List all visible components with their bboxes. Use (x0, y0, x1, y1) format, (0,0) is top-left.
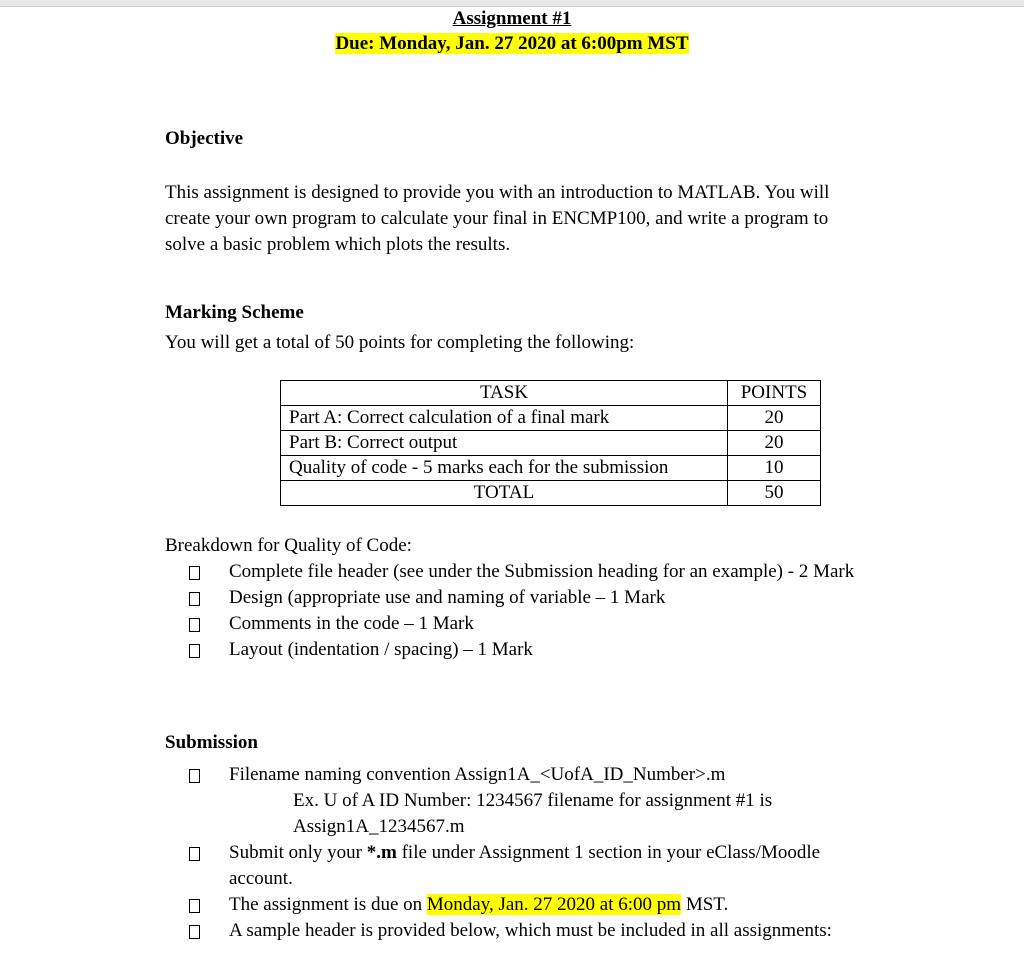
table-total-row (281, 481, 821, 506)
objective-paragraph (165, 180, 829, 258)
table-total-points: 50 (728, 481, 821, 506)
checkbox-bullet-icon (189, 899, 200, 913)
list-item: Layout (indentation / spacing) – 1 Mark (181, 637, 854, 663)
table-cell-task: Quality of code - 5 marks each for the submission (281, 456, 728, 481)
table-total-label: TOTAL (281, 481, 728, 506)
list-item: Submit only your *.m file under Assignment 1 section in your eClass/Moodle (181, 840, 832, 866)
breakdown-heading: Breakdown for Quality of Code: (165, 535, 412, 556)
marking-scheme-heading: Marking Scheme (165, 302, 304, 323)
objective-line: solve a basic problem which plots the results. (165, 234, 511, 255)
submission-heading: Submission (165, 732, 258, 753)
table-cell-task: Part B: Correct output (281, 431, 728, 456)
due-date (0, 33, 1024, 55)
table-header-row (281, 381, 821, 406)
checkbox-bullet-icon (189, 566, 200, 580)
list-item: Complete file header (see under the Submission heading for an example) - 2 Mark (181, 559, 854, 585)
table-row (281, 406, 821, 431)
table-row (281, 456, 821, 481)
list-item-continuation: account. (229, 868, 293, 889)
list-item: A sample header is provided below, which must be included in all assignments: (181, 918, 832, 944)
list-item: Filename naming convention Assign1A_<UofA_ID_Number>.m (181, 762, 832, 788)
list-item: Design (appropriate use and naming of variable – 1 Mark (181, 585, 854, 611)
due-date-highlight: Due: Monday, Jan. 27 2020 at 6:00pm MST (335, 33, 689, 54)
objective-line: create your own program to calculate your final in ENCMP100, and write a program to (165, 208, 829, 229)
table-cell-task: Part A: Correct calculation of a final mark (281, 406, 728, 431)
table-cell-points: 20 (728, 431, 821, 456)
due-date-highlight: Monday, Jan. 27 2020 at 6:00 pm (426, 894, 682, 915)
table-header-task: TASK (281, 381, 728, 406)
table-cell-points: 10 (728, 456, 821, 481)
submission-list (181, 762, 832, 944)
checkbox-bullet-icon (189, 925, 200, 939)
checkbox-bullet-icon (189, 592, 200, 606)
checkbox-bullet-icon (189, 618, 200, 632)
checkbox-bullet-icon (189, 644, 200, 658)
marking-table (280, 380, 821, 506)
breakdown-list (181, 559, 854, 663)
list-item-continuation: Assign1A_1234567.m (293, 816, 465, 837)
objective-heading: Objective (165, 128, 244, 149)
list-item-continuation: Ex. U of A ID Number: 1234567 filename for assignment #1 is (293, 790, 773, 811)
marking-intro: You will get a total of 50 points for completing the following: (165, 332, 635, 353)
checkbox-bullet-icon (189, 769, 200, 783)
list-item: The assignment is due on Monday, Jan. 27 2020 at 6:00 pm MST. (181, 892, 832, 918)
checkbox-bullet-icon (189, 847, 200, 861)
objective-line: This assignment is designed to provide you with an introduction to MATLAB. You will (165, 182, 830, 203)
table-header-points: POINTS (728, 381, 821, 406)
table-row (281, 431, 821, 456)
table-cell-points: 20 (728, 406, 821, 431)
assignment-title: Assignment #1 (452, 8, 572, 29)
list-item: Comments in the code – 1 Mark (181, 611, 854, 637)
